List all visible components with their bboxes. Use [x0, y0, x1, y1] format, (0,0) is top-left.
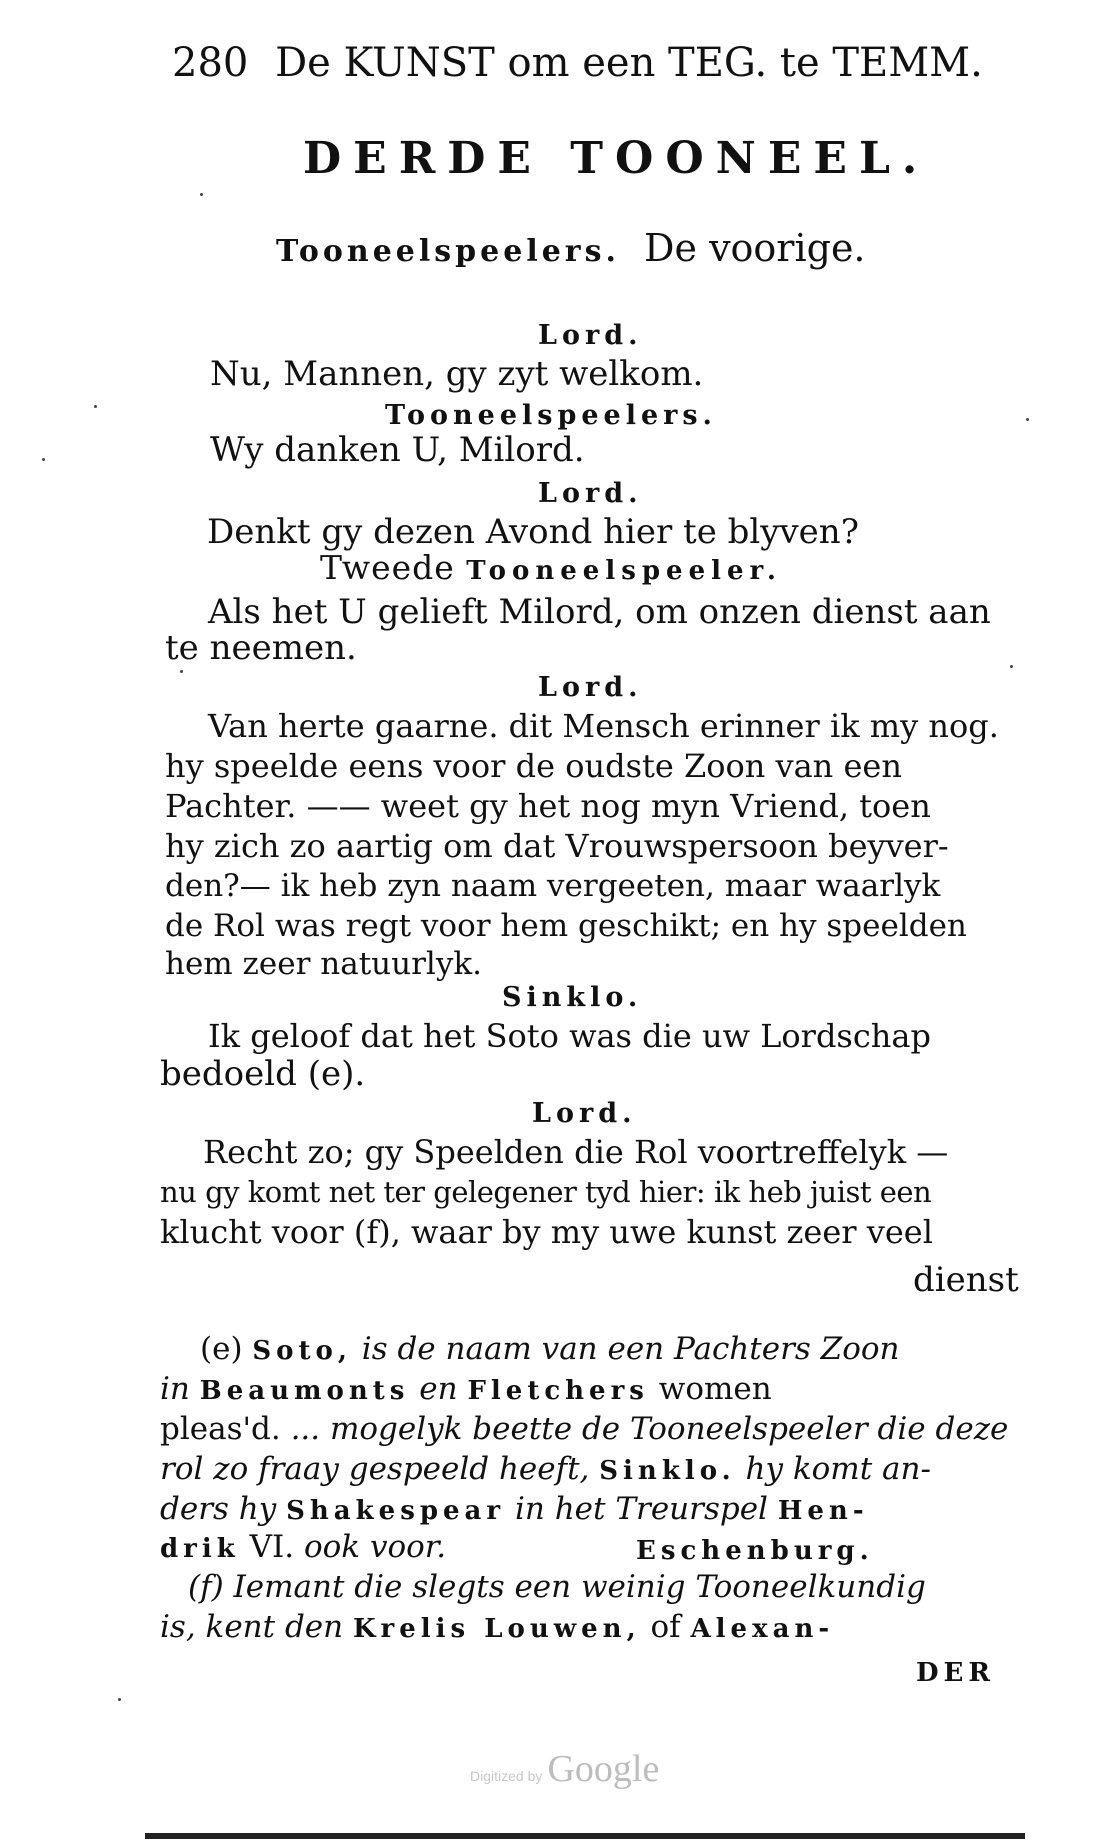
- watermark-prefix: Digitized by: [470, 1768, 543, 1784]
- scan-speck: [118, 1698, 121, 1701]
- speaker-players: Tooneelspeelers.: [385, 400, 717, 431]
- speaker-lord: Lord.: [538, 478, 643, 509]
- dialogue-line: de Rol was regt voor hem geschikt; en hy speelden: [165, 908, 967, 944]
- speaker-role: Tooneelspeeler.: [466, 556, 782, 586]
- footnote-f-line: is, kent den Krelis Louwen, of Alexan-: [160, 1609, 835, 1645]
- google-logo: Google: [547, 1748, 660, 1790]
- dialogue-line: nu gy komt net ter gelegener tyd hier: ik heb juist een: [160, 1175, 932, 1209]
- footnote-e: (e) Soto, is de naam van een Pachters Zoon: [200, 1331, 900, 1367]
- footnote-e-line: drik VI. ook voor.: [160, 1529, 447, 1565]
- scene-cast: [276, 224, 866, 276]
- scan-speck: [180, 670, 183, 673]
- dialogue-line: Van herte gaarne. dit Mensch erinner ik my nog.: [208, 707, 999, 745]
- catchword: DER: [916, 1658, 995, 1688]
- page-bottom-rule: [145, 1833, 1025, 1839]
- dialogue-line: hy speelde eens voor de oudste Zoon van een: [165, 747, 902, 785]
- scene-title: DERDE TOONEEL.: [303, 133, 930, 184]
- footnote-e-line: ders hy Shakespear in het Treurspel Hen-: [160, 1491, 869, 1527]
- speaker-lord: Lord.: [538, 672, 643, 703]
- dialogue-line: Denkt gy dezen Avond hier te blyven?: [207, 512, 859, 552]
- footnote-attribution: Eschenburg.: [636, 1536, 874, 1566]
- scan-speck: [1026, 418, 1029, 421]
- dialogue-line: dienst: [913, 1260, 1019, 1300]
- footnote-f: (f) Iemant die slegts een weinig Tooneelkundig: [188, 1569, 926, 1605]
- dialogue-line: hy zich zo aartig om dat Vrouwspersoon beyver-: [165, 827, 949, 865]
- running-title: De KUNST om een TEG. te TEMM.: [275, 40, 983, 86]
- running-head: [172, 38, 983, 88]
- dialogue-line: Recht zo; gy Speelden die Rol voortreffelyk —: [203, 1133, 949, 1171]
- cast-players: Tooneelspeelers.: [276, 234, 620, 269]
- speaker-sinklo: Sinklo.: [502, 982, 643, 1013]
- digitized-watermark: [470, 1747, 659, 1791]
- footnote-e-line: in Beaumonts en Fletchers women: [160, 1371, 772, 1407]
- dialogue-line: te neemen.: [165, 628, 357, 668]
- dialogue-line: bedoeld (e).: [160, 1054, 366, 1094]
- scan-speck: [200, 193, 203, 196]
- footnote-e-line: rol zo fraay gespeeld heeft, Sinklo. hy komt an-: [160, 1451, 931, 1487]
- speaker-qualifier: Tweede: [320, 548, 455, 587]
- footnote-e-line: pleas'd. ... mogelyk beette de Tooneelspeeler die deze: [160, 1411, 1009, 1447]
- dialogue-line: Nu, Mannen, gy zyt welkom.: [210, 354, 704, 394]
- scan-speck: [42, 458, 45, 461]
- speaker-second-player: [320, 550, 782, 589]
- dialogue-line: Ik geloof dat het Soto was die uw Lordschap: [208, 1017, 931, 1055]
- dialogue-line: Als het U gelieft Milord, om onzen dienst aan: [208, 592, 991, 632]
- dialogue-line: hem zeer natuurlyk.: [165, 946, 482, 982]
- dialogue-line: Wy danken U, Milord.: [210, 430, 585, 470]
- speaker-lord: Lord.: [532, 1098, 637, 1129]
- dialogue-line: Pachter. —— weet gy het nog myn Vriend, toen: [165, 787, 931, 825]
- scan-speck: [94, 405, 97, 408]
- speaker-lord: Lord.: [538, 320, 643, 351]
- page-number: 280: [172, 40, 249, 86]
- cast-previous: De voorige.: [644, 226, 866, 270]
- dialogue-line: den?— ik heb zyn naam vergeeten, maar waarlyk: [165, 868, 941, 904]
- scan-speck: [1010, 665, 1013, 668]
- dialogue-line: klucht voor (f), waar by my uwe kunst zeer veel: [160, 1213, 933, 1251]
